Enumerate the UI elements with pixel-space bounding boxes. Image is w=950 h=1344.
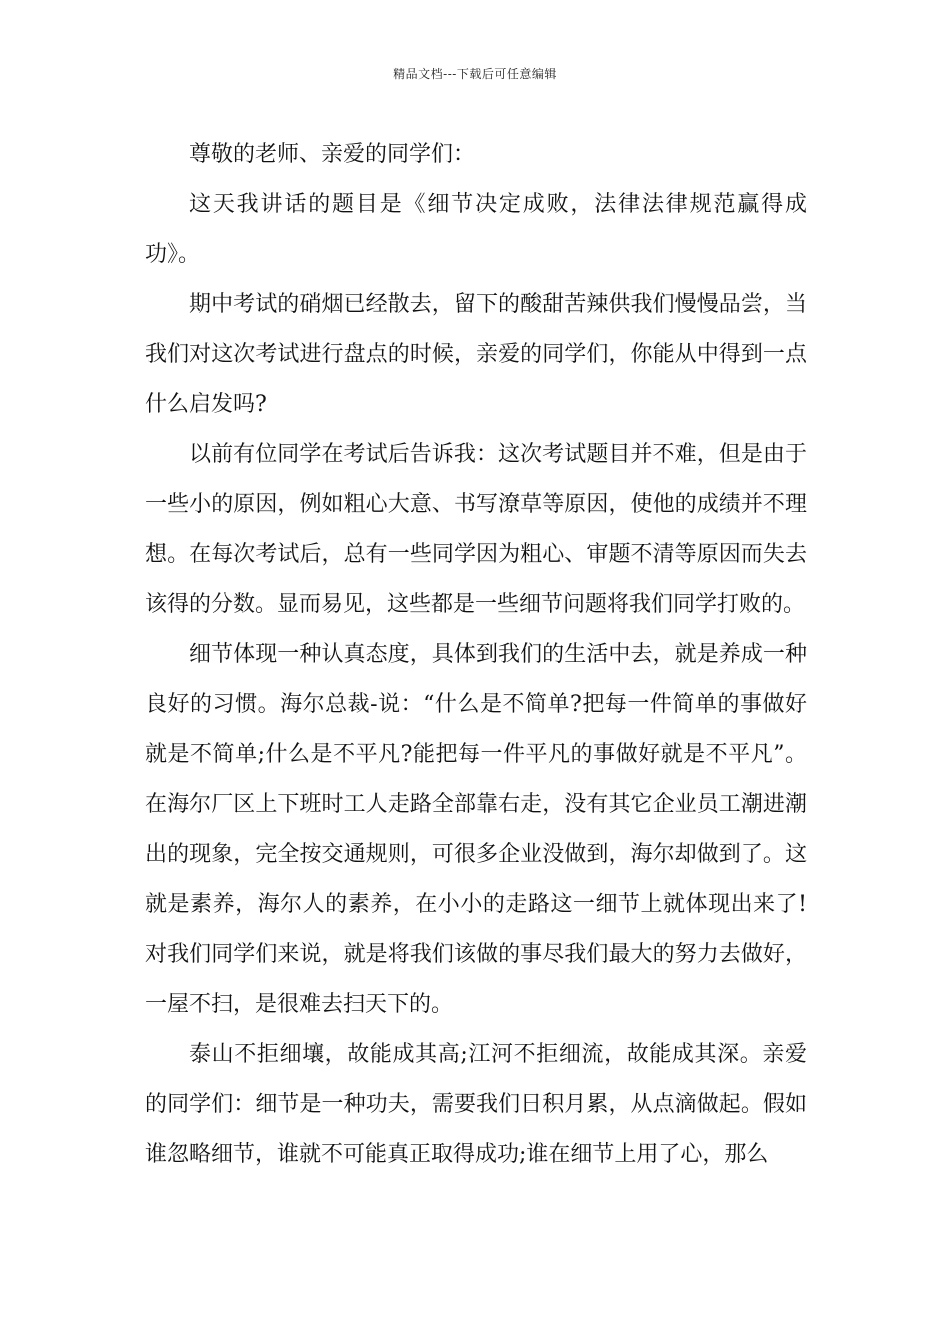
page-header: 精品文档---下载后可任意编辑 <box>393 67 557 81</box>
document-body <box>145 130 807 1180</box>
paragraph-student-story: 以前有位同学在考试后告诉我：这次考试题目并不难，但是由于一些小的原因，例如粗心大意、书写潦草等原因，使他的成绩并不理想。在每次考试后，总有一些同学因为粗心、审题不清等原因而失去该得的分数。显而易见，这些都是一些细节问题将我们同学打败的。 <box>145 442 807 617</box>
paragraph-exam: 期中考试的硝烟已经散去，留下的酸甜苦辣供我们慢慢品尝，当我们对这次考试进行盘点的时候，亲爱的同学们，你能从中得到一点什么启发吗? <box>145 292 807 417</box>
paragraph-haier: 细节体现一种认真态度，具体到我们的生活中去，就是养成一种良好的习惯。海尔总裁-说：“什么是不简单?把每一件简单的事做好就是不简单;什么是不平凡?能把每一件平凡的事做好就是不平凡”。在海尔厂区上下班时工人走路全部靠右走，没有其它企业员工潮进潮出的现象，完全按交通规则，可很多企业没做到，海尔却做到了。这就是素养，海尔人的素养，在小小的走路这一细节上就体现出来了!对我们同学们来说，就是将我们该做的事尽我们最大的努力去做好，一屋不扫，是很难去扫天下的。 <box>145 642 807 1017</box>
paragraph-conclusion: 泰山不拒细壤，故能成其高;江河不拒细流，故能成其深。亲爱的同学们：细节是一种功夫，需要我们日积月累，从点滴做起。假如谁忽略细节，谁就不可能真正取得成功;谁在细节上用了心，那么 <box>145 1042 807 1167</box>
paragraph-topic: 这天我讲话的题目是《细节决定成败，法律法律规范赢得成功》。 <box>145 192 807 267</box>
greeting-paragraph: 尊敬的老师、亲爱的同学们： <box>189 142 476 167</box>
